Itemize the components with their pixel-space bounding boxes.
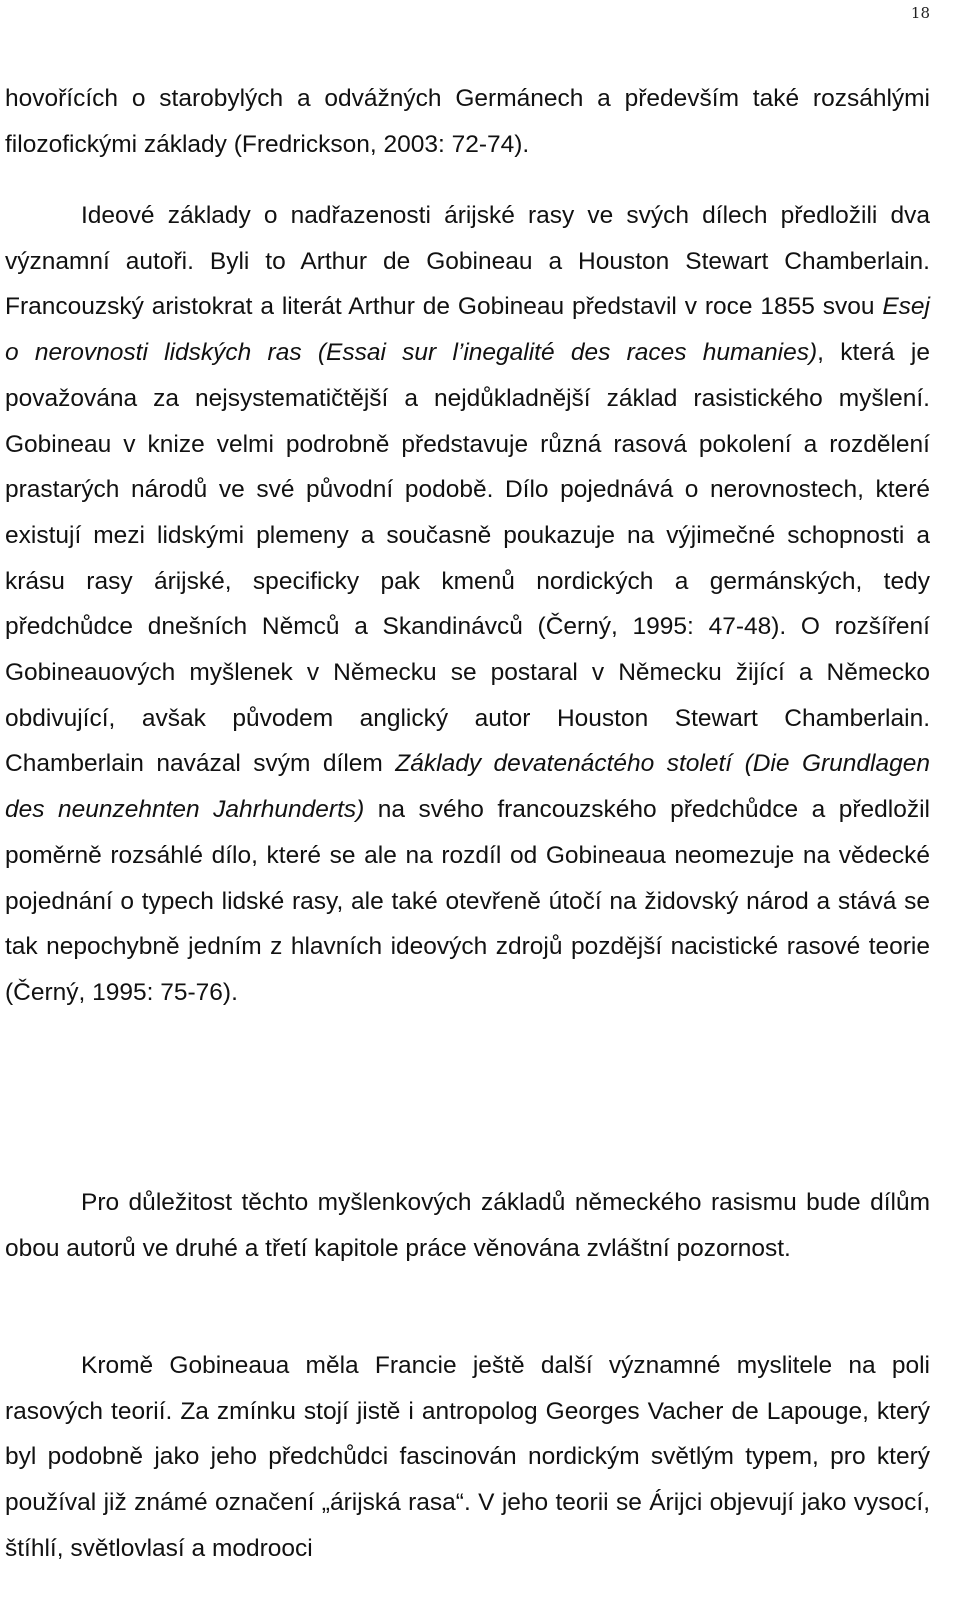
paragraph-text: , která je považována za nejsystematičtější a nejdůkladnější základ rasistického myšlení. Gobineau v knize velmi podrobně představuje různá rasová pokolení a rozdělení prastarých národů ve své původní podobě. Dílo pojednává o nerovnostech, které existují mezi lidskými plemeny a současně poukazuje na výjimečné schopnosti a krásu rasy árijské, specificky pak kmenů nordických a germánských, tedy předchůdce dnešních Němců a Skandinávců (Černý, 1995: 47-48). O rozšíření Gobineauových myšlenek v Německu se postaral v Německu žijící a Německo obdivující, avšak původem anglický autor Houston Stewart Chamberlain. Chamberlain navázal svým dílem [5,339,930,778]
page-number: 18 [910,4,930,22]
book-title-essai: Esej o nerovnosti lidských ras (Essai sur l’inegalité des races humanies) [5,293,930,367]
paragraph-gobineau-chamberlain [5,193,930,1016]
paragraph-continuation: hovořících o starobylých a odvážných Germánech a především také rozsáhlými filozofickými základy (Fredrickson, 2003: 72-74). [5,85,930,158]
paragraph-lapouge: Kromě Gobineaua měla Francie ještě další významné myslitele na poli rasových teorií. Za zmínku stojí jistě i antropolog Georges Vacher de Lapouge, který byl podobně jako jeho předchůdci fascinován nordickým světlým typem, pro který používal již známé označení „árijská rasa“. V jeho teorii se Árijci objevují jako vysocí, štíhlí, světlovlasí a modrooci [5,1352,930,1562]
paragraph-text: Ideové základy o nadřazenosti árijské rasy ve svých dílech předložili dva významní autoři. Byli to Arthur de Gobineau a Houston Stewart Chamberlain. Francouzský aristokrat a literát Arthur de Gobineau představil v roce 1855 svou [5,202,930,321]
paragraph-importance: Pro důležitost těchto myšlenkových základů německého rasismu bude dílům obou autorů ve druhé a třetí kapitole práce věnována zvláštní pozornost. [5,1189,930,1262]
book-title-grundlagen: Základy devatenáctého století (Die Grundlagen des neunzehnten Jahrhunderts) [5,750,930,824]
paragraph-text: na svého francouzského předchůdce a předložil poměrně rozsáhlé dílo, které se ale na rozdíl od Gobineaua neomezuje na vědecké pojednání o typech lidské rasy, ale také otevřeně útočí na židovský národ a stává se tak nepochybně jedním z hlavních ideových zdrojů pozdější nacistické rasové teorie (Černý, 1995: 75-76). [5,796,930,1006]
